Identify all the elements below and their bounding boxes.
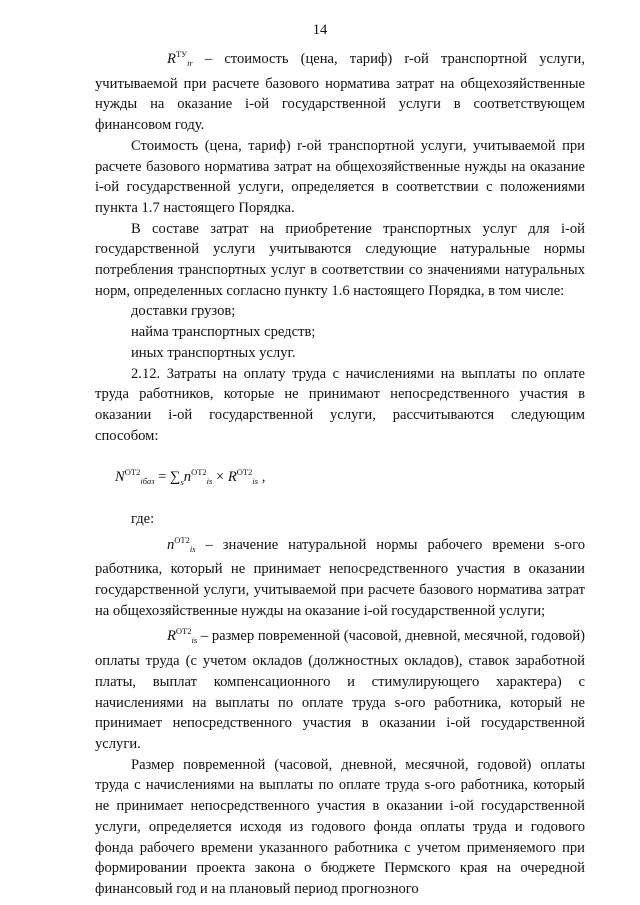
symbol-r-tu-letter: R [167, 51, 176, 67]
definition-r-tu-text: – стоимость (цена, тариф) r-ой транспортной услуги, учитываемой при расчете базового норматива затрат на общехозяйственные нужды на оказание i-ой государственной услуги в соответствующем финансовом году. [95, 51, 585, 134]
formula-n-sup: ОТ2 [191, 467, 207, 478]
formula-lhs-sub: iбаз [140, 476, 155, 487]
paragraph-cost: Стоимость (цена, тариф) r-ой транспортной услуги, учитываемой при расчете базового норматива затрат на общехозяйственные нужды на оказание i-ой государственной услуги, определяется в соответствии с положениями пункта 1.7 настоящего Порядка. [95, 137, 585, 216]
document-body [95, 44, 585, 900]
formula-r [228, 462, 258, 492]
formula-n [184, 462, 213, 492]
definition-n [95, 530, 585, 622]
formula-r-sub: is [252, 476, 259, 487]
paragraph-last: Размер повременной (часовой, дневной, месячной, годовой) оплаты труда с начислениями на выплаты по оплате труда s-ого работника, который не принимает непосредственного участия в оказании i-ой государственной услуги, определяется исходя из годового фонда оплаты труда и годового фонда рабочего времени указанного работника с учетом применяемого при формировании проекта закона о бюджете Пермского края на очередной финансовый год и на плановый период прогнозного [95, 756, 585, 897]
formula-r-sup: ОТ2 [236, 467, 253, 478]
symbol-r [131, 621, 197, 651]
definition-r [95, 621, 585, 754]
list-item: найма транспортных средств; [131, 324, 316, 341]
formula [95, 462, 585, 493]
formula-lhs-sup: ОТ2 [124, 467, 141, 478]
formula-lhs [115, 462, 155, 492]
symbol-r-letter: R [167, 628, 176, 645]
symbol-r-sup: ОТ2 [175, 626, 192, 637]
symbol-r-tu [131, 44, 193, 74]
symbol-n [131, 530, 196, 560]
symbol-r-sub: is [191, 635, 198, 646]
definition-n-text: – значение натуральной нормы рабочего времени s-ого работника, который не принимает непосредственного участия в оказании государственной услуги, учитываемой при расчете базового норматива затрат на общехозяйственные нужды на оказание i-ой государственной услуги; [95, 536, 585, 619]
formula-n-letter: n [183, 469, 192, 486]
symbol-n-sup: ОТ2 [174, 534, 190, 545]
formula-equals-sum: = ∑ [154, 469, 181, 486]
symbol-n-sub: is [189, 543, 196, 554]
formula-n-sub: is [206, 476, 213, 487]
paragraph-2-12: 2.12. Затраты на оплату труда с начислениями на выплаты по оплате труда работников, которые не принимают непосредственного участия в оказании i-ой государственной услуги, рассчитываются следующим способом: [95, 365, 585, 444]
formula-end: , [258, 469, 266, 486]
paragraph-norms: В составе затрат на приобретение транспортных услуг для i-ой государственной услуги учитываются следующие натуральные нормы потребления транспортных услуг в соответствии со значениями натуральных норм, определенных согласно пункту 1.6 настоящего Порядка, в том числе: [95, 220, 585, 299]
formula-lhs-letter: N [115, 469, 125, 486]
page-number: 14 [312, 22, 328, 38]
formula-r-letter: R [227, 469, 237, 486]
formula-times: × [212, 469, 228, 486]
definition-r-tu [95, 44, 585, 136]
definition-r-text: – размер повременной (часовой, дневной, месячной, годовой) оплаты труда (с учетом окладов (должностных окладов), ставок заработной платы, выплат компенсационного и стимулирующего характера) с начислениями на выплаты по оплате труда s-ого работника, который не принимает непосредственного участия в оказании i-ой государственной услуги. [95, 628, 585, 752]
where-label: где: [131, 510, 155, 527]
list-item: доставки грузов; [131, 303, 236, 320]
symbol-r-tu-sub: ir [187, 58, 193, 68]
list-item: иных транспортных услуг. [131, 344, 296, 361]
formula-sum-sub: s [180, 477, 184, 488]
symbol-n-letter: n [167, 536, 175, 553]
symbol-r-tu-sup: ТУ [175, 49, 188, 59]
